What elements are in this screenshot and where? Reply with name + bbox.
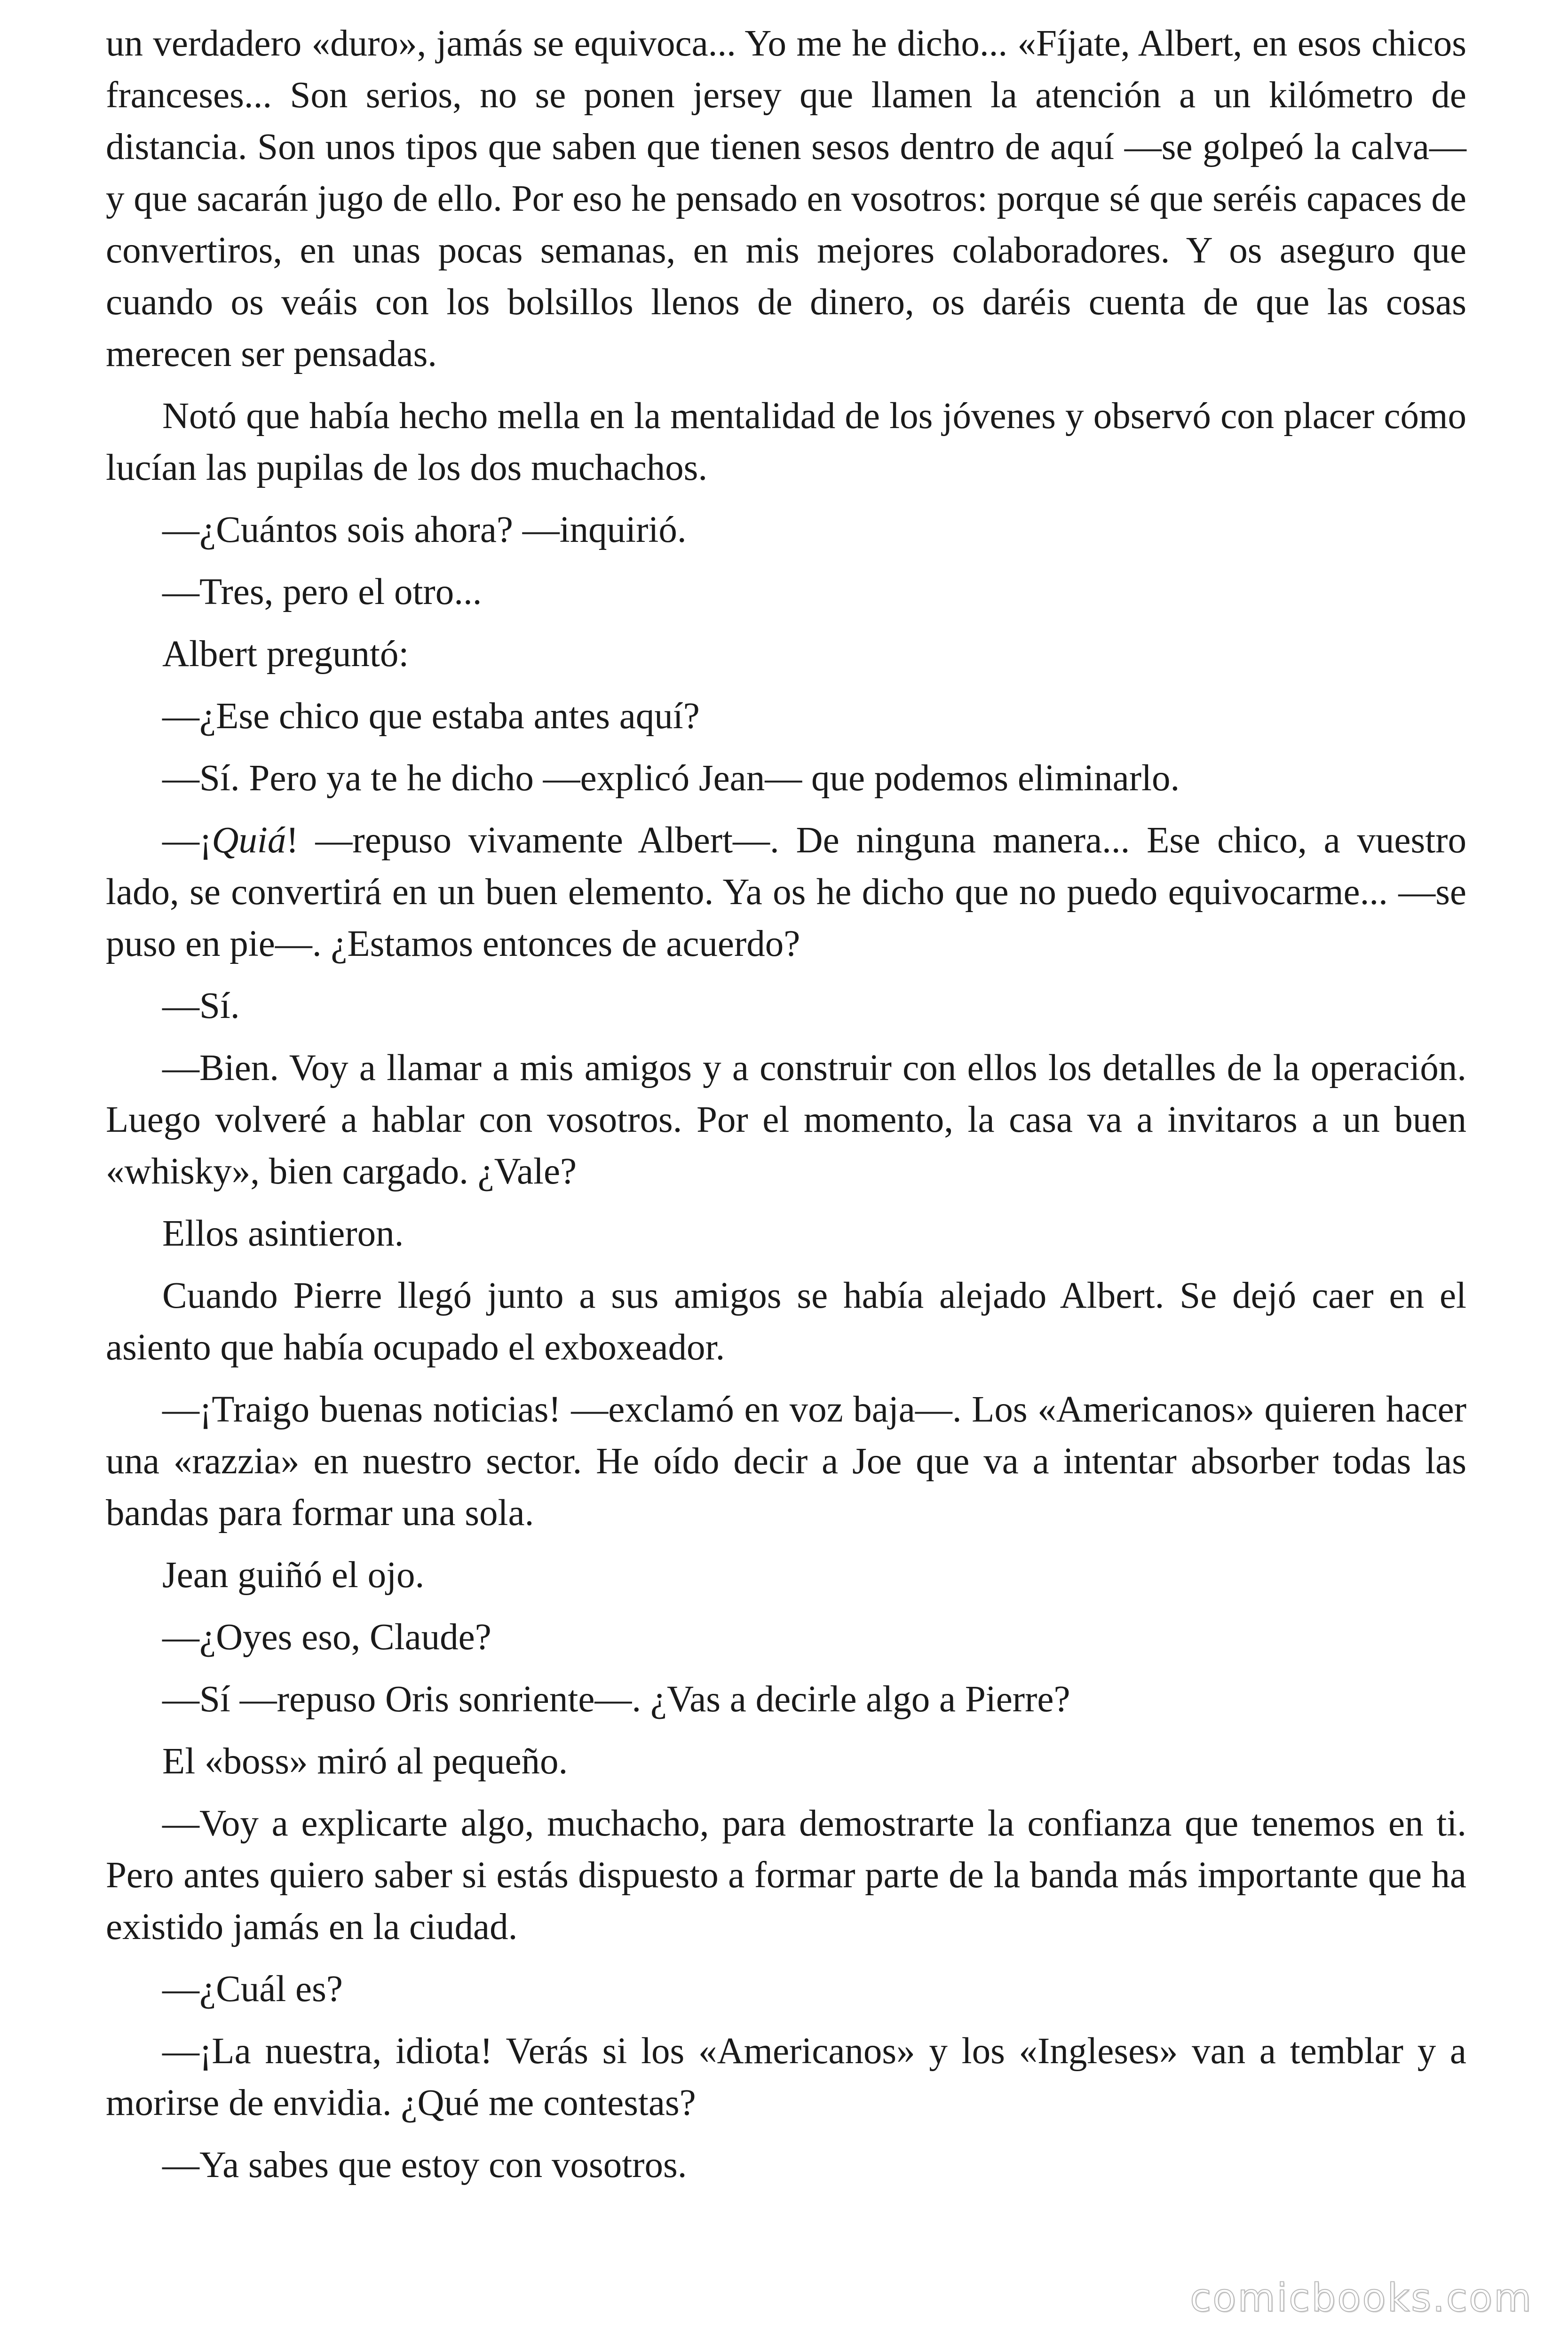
paragraph-8-pre: —¡ <box>162 820 212 861</box>
paragraph-10: —Bien. Voy a llamar a mis amigos y a construir con ellos los detalles de la operación. Luego volveré a hablar con vosotros. Por el momento, la casa va a invitaros a un buen «whisky», bien cargado. ¿Vale? <box>106 1048 1466 1192</box>
paragraph-12: Cuando Pierre llegó junto a sus amigos se había alejado Albert. Se dejó caer en el asiento que había ocupado el exboxeador. <box>106 1275 1466 1368</box>
paragraph-13: —¡Traigo buenas noticias! —exclamó en voz baja—. Los «Americanos» quieren hacer una «razzia» en nuestro sector. He oído decir a Joe que va a intentar absorber todas las bandas para formar una sola. <box>106 1389 1466 1534</box>
paragraph-16: —Sí —repuso Oris sonriente—. ¿Vas a decirle algo a Pierre? <box>162 1679 1070 1720</box>
paragraph-19: —¿Cuál es? <box>162 1969 343 2010</box>
paragraph-11: Ellos asintieron. <box>162 1213 404 1254</box>
paragraph-9: —Sí. <box>162 985 240 1026</box>
paragraph-7: —Sí. Pero ya te he dicho —explicó Jean— que podemos eliminarlo. <box>162 758 1180 799</box>
paragraph-4: —Tres, pero el otro... <box>162 572 482 612</box>
paragraph-20: —¡La nuestra, idiota! Verás si los «Americanos» y los «Ingleses» van a temblar y a morirse de envidia. ¿Qué me contestas? <box>106 2031 1466 2123</box>
paragraph-8-italic: Quiá <box>212 820 286 861</box>
watermark: comicbooks.com <box>1190 2276 1533 2320</box>
paragraph-1: un verdadero «duro», jamás se equivoca... Yo me he dicho... «Fíjate, Albert, en esos chicos franceses... Son serios, no se ponen jersey que llamen la atención a un kilómetro de distancia. Son unos tipos que saben que tienen sesos dentro de aquí —se golpeó la calva— y que sacarán jugo de ello. Por eso he pensado en vosotros: porque sé que seréis capaces de convertiros, en unas pocas semanas, en mis mejores colaboradores. Y os aseguro que cuando os veáis con los bolsillos llenos de dinero, os daréis cuenta de que las cosas merecen ser pensadas. <box>106 23 1466 374</box>
paragraph-6: —¿Ese chico que estaba antes aquí? <box>162 696 700 737</box>
paragraph-17: El «boss» miró al pequeño. <box>162 1741 568 1782</box>
paragraph-8-rest: ! —repuso vivamente Albert—. De ninguna manera... Ese chico, a vuestro lado, se convertirá en un buen elemento. Ya os he dicho que no puedo equivocarme... —se puso en pie—. ¿Estamos entonces de acuerdo? <box>106 820 1466 964</box>
page-text <box>106 18 1466 2201</box>
paragraph-5: Albert preguntó: <box>162 634 409 675</box>
paragraph-2: Notó que había hecho mella en la mentalidad de los jóvenes y observó con placer cómo lucían las pupilas de los dos muchachos. <box>106 396 1466 488</box>
paragraph-3: —¿Cuántos sois ahora? —inquirió. <box>162 509 687 550</box>
paragraph-21: —Ya sabes que estoy con vosotros. <box>162 2145 687 2185</box>
paragraph-15: —¿Oyes eso, Claude? <box>162 1617 491 1658</box>
paragraph-18: —Voy a explicarte algo, muchacho, para demostrarte la confianza que tenemos en ti. Pero antes quiero saber si estás dispuesto a formar parte de la banda más importante que ha existido jamás en la ciudad. <box>106 1803 1466 1947</box>
paragraph-8 <box>106 815 1466 970</box>
paragraph-14: Jean guiñó el ojo. <box>162 1555 425 1596</box>
